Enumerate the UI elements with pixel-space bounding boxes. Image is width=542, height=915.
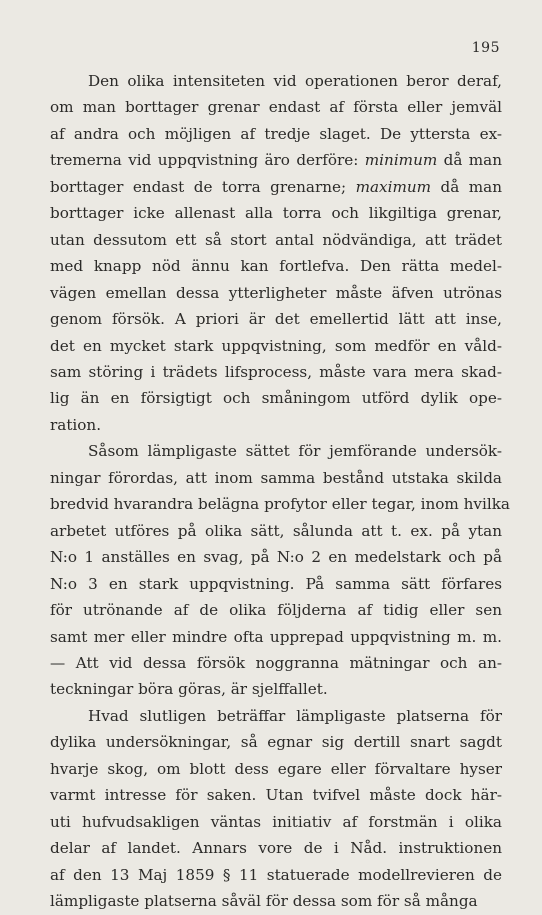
text-line: af andra och möjligen af tredje slaget. De yttersta ex- — [50, 124, 502, 143]
text-line — [50, 174, 502, 200]
text-line: Såsom lämpligaste sättet för jemförande undersök- — [88, 442, 502, 461]
text-segment: då man — [437, 151, 502, 170]
text-line: arbetet utföres på olika sätt, sålunda att t. ex. på ytan — [50, 521, 502, 540]
text-line: dylika undersökningar, så egnar sig dertill snart sagdt — [50, 733, 502, 752]
text-line: om man borttager grenar endast af första eller jemväl — [50, 98, 502, 117]
paragraph — [50, 703, 502, 915]
text-line — [50, 147, 502, 173]
text-line: genom försök. A priori är det emellertid lätt att inse, — [50, 310, 502, 329]
text-line: det en mycket stark uppqvistning, som medför en våld- — [50, 336, 502, 355]
italic-term: maximum — [355, 177, 432, 196]
italic-term: minimum — [364, 151, 438, 170]
paragraph — [50, 68, 502, 438]
text-line: vägen emellan dessa ytterligheter måste äfven utrönas — [50, 283, 502, 302]
text-line: teckningar böra göras, är sjelffallet. — [50, 680, 328, 699]
text-line: lig än en försigtigt och småningom utförd dylik ope- — [50, 389, 502, 408]
text-line: N:o 3 en stark uppqvistning. På samma sätt förfares — [50, 574, 502, 593]
text-line: lämpligaste platserna såväl för dessa som för så många — [50, 892, 478, 911]
text-line: delar af landet. Annars vore de i Nåd. instruktionen — [50, 839, 502, 858]
text-segment: då man — [431, 177, 502, 196]
paragraph — [50, 438, 510, 703]
text-segment: tremerna vid uppqvistning äro derföre: — [50, 151, 365, 170]
text-line: — Att vid dessa försök noggranna mätningar och an- — [50, 653, 502, 672]
text-line: borttager icke allenast alla torra och likgiltiga grenar, — [50, 204, 502, 223]
text-line: samt mer eller mindre ofta upprepad uppqvistning m. m. — [50, 627, 502, 646]
body-text — [50, 68, 510, 915]
text-line: Hvad slutligen beträffar lämpligaste platserna för — [88, 706, 502, 725]
text-line: N:o 1 anställes en svag, på N:o 2 en medelstark och på — [50, 548, 502, 567]
text-line: bredvid hvarandra belägna profytor eller tegar, inom hvilka — [50, 495, 510, 514]
text-line: Den olika intensiteten vid operationen beror deraf, — [88, 72, 502, 90]
text-line: af den 13 Maj 1859 § 11 statuerade modellrevieren de — [50, 865, 502, 884]
text-line: för utrönande af de olika följderna af tidig eller sen — [50, 601, 502, 620]
text-line: med knapp nöd ännu kan fortlefva. Den rätta medel- — [50, 257, 502, 276]
text-line: utan dessutom ett så stort antal nödvändiga, att trädet — [50, 230, 502, 249]
text-line: sam störing i trädets lifsprocess, måste vara mera skad- — [50, 362, 502, 381]
text-line: varmt intresse för saken. Utan tvifvel måste dock här- — [50, 786, 502, 805]
text-line: ningar förordas, att inom samma bestånd utstaka skilda — [50, 468, 502, 487]
text-line: hvarje skog, om blott dess egare eller förvaltare hyser — [50, 759, 502, 778]
text-line: ration. — [50, 415, 102, 434]
text-line: uti hufvudsakligen väntas initiativ af forstmän i olika — [50, 812, 502, 831]
page-number: 195 — [471, 40, 500, 56]
text-segment: borttager endast de torra grenarne; — [50, 177, 356, 196]
